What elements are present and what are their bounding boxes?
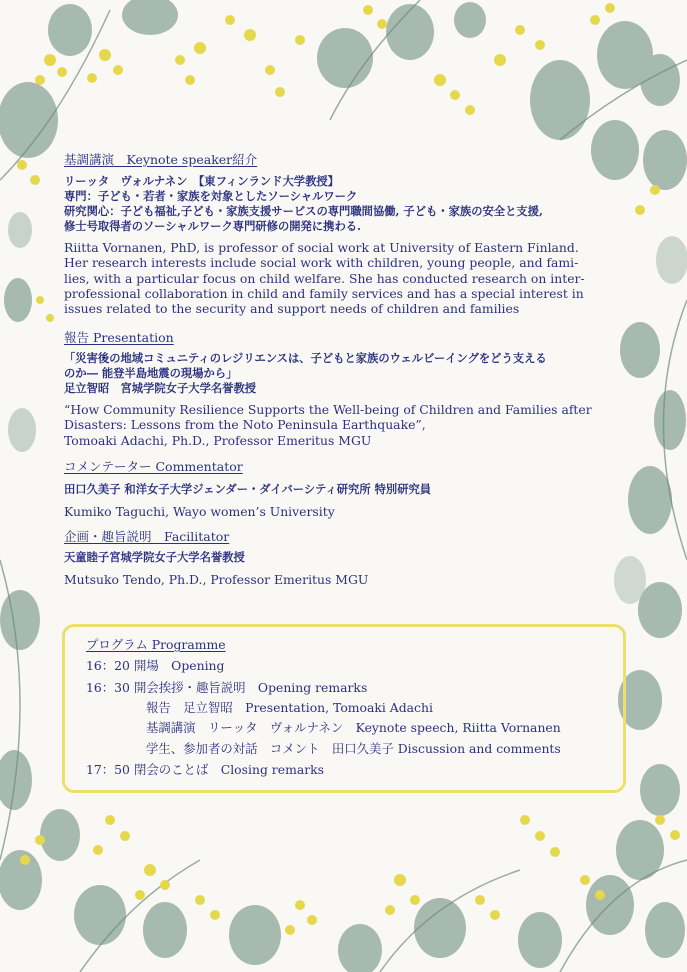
report-en-line: “How Community Resilience Supports the Well-being of Children and Families after <box>64 402 592 417</box>
programme-text: 開会挨拶・趣旨説明 Opening remarks <box>134 680 368 695</box>
facilitator-ja: 天童睦子宮城学院女子大学名誉教授 <box>64 550 245 564</box>
keynote-bio-line: Riitta Vornanen, PhD, is professor of social work at University of Eastern Finland. <box>64 240 579 255</box>
programme-item <box>86 762 324 778</box>
programme-item <box>146 720 561 736</box>
programme-time: 16：20 <box>86 658 130 673</box>
report-ja-line: のか― 能登半島地震の現場から」 <box>64 366 238 380</box>
report-en-line: Tomoaki Adachi, Ph.D., Professor Emeritus MGU <box>64 432 372 448</box>
programme-time: 16：30 <box>86 680 130 695</box>
programme-item <box>146 741 561 757</box>
keynote-bio-line: Her research interests include social work with children, young people, and fami- <box>64 255 579 271</box>
facilitator-section <box>64 529 634 587</box>
commentator-ja: 田口久美子 和洋女子大学ジェンダー・ダイバーシティ研究所 特別研究員 <box>64 482 432 496</box>
programme-item <box>146 700 433 716</box>
commentator-heading: コメンテーター Commentator <box>64 459 243 474</box>
keynote-ja-line: 研究関心：子ども福祉,子ども・家族支援サービスの専門職間協働, 子ども・家族の安全と支援, <box>64 204 543 218</box>
programme-text: 報告 足立智昭 Presentation, Tomoaki Adachi <box>146 700 433 715</box>
report-section <box>64 330 634 448</box>
report-heading: 報告 Presentation <box>64 330 174 345</box>
programme-heading: プログラム Programme <box>86 637 226 652</box>
keynote-ja-line: 修士号取得者のソーシャルワーク専門研修の開発に携わる. <box>64 219 361 233</box>
commentator-en: Kumiko Taguchi, Wayo women’s University <box>64 504 335 519</box>
commentator-section <box>64 459 634 519</box>
programme-text: 基調講演 リーッタ ヴォルナネン Keynote speech, Riitta Vornanen <box>146 720 561 735</box>
keynote-bio-line: issues related to the security and support needs of children and families <box>64 301 520 317</box>
report-ja-line: 「災害後の地域コミュニティのレジリエンスは、子どもと家族のウェルビーイングをどう支える <box>64 351 547 365</box>
programme-text: 閉会のことば Closing remarks <box>134 762 324 777</box>
programme-item <box>86 658 224 674</box>
keynote-bio-line: professional collaboration in child and family services and has a special interest in <box>64 285 584 301</box>
report-ja-line: 足立智昭 宮城学院女子大学名誉教授 <box>64 381 257 395</box>
programme-item <box>86 680 367 696</box>
facilitator-heading: 企画・趣旨説明 Facilitator <box>64 529 230 544</box>
programme-time: 17：50 <box>86 762 130 777</box>
keynote-heading: 基調講演 Keynote speaker紹介 <box>64 152 258 167</box>
programme-text: 学生、参加者の対話 コメント 田口久美子 Discussion and comments <box>146 741 561 756</box>
programme-text: 開場 Opening <box>134 658 225 673</box>
keynote-bio-line: lies, with a particular focus on child welfare. She has conducted research on inter- <box>64 270 585 286</box>
keynote-ja-line: 専門：子ども・若者・家族を対象としたソーシャルワーク <box>64 189 358 203</box>
facilitator-en: Mutsuko Tendo, Ph.D., Professor Emeritus MGU <box>64 572 369 587</box>
report-en-line: Disasters: Lessons from the Noto Peninsula Earthquake”, <box>64 417 426 433</box>
keynote-ja-line: リーッタ ヴォルナネン 【東フィンランド大学教授】 <box>64 174 339 188</box>
keynote-section <box>64 152 634 316</box>
